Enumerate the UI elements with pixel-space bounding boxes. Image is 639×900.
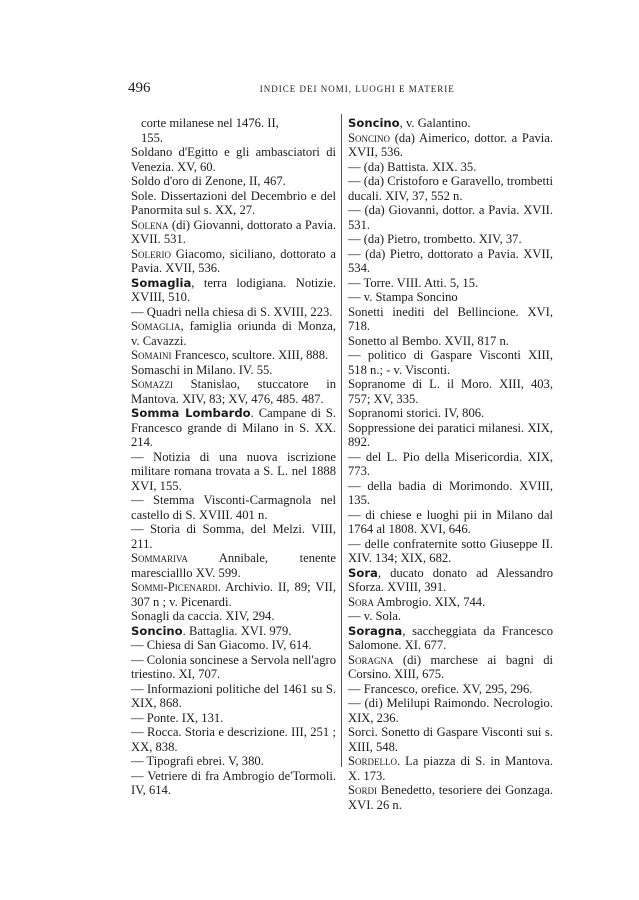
index-entry xyxy=(348,247,553,276)
entry-text: , famiglia oriunda di Monza, v. Cavazzi. xyxy=(131,319,336,348)
entry-text: Sonetti inediti del Bellincione. XVI, 718. xyxy=(348,304,553,333)
index-entry xyxy=(348,131,553,160)
left-column xyxy=(131,116,336,798)
index-entry xyxy=(348,537,553,566)
entry-headword: Somma Lombardo xyxy=(131,406,251,420)
entry-text: . Battaglia. XVI. 979. xyxy=(182,623,292,638)
entry-text: Annibale, tenente marescialllo XV. 599. xyxy=(131,551,336,580)
entry-text: . Campane di S. Francesco grande di Milano in S. XX. 214. xyxy=(131,406,337,449)
entry-text: Soppressione dei paratici milanesi. XIX, 892. xyxy=(348,420,553,449)
entry-text: — Francesco, orefice. XV, 295, 296. xyxy=(348,681,533,696)
index-entry xyxy=(131,653,336,682)
entry-text: . La piazza di S. in Mantova. X. 173. xyxy=(348,754,553,783)
entry-headword: Soragna xyxy=(348,652,394,667)
entry-text: — Chiesa di San Giacomo. IV, 614. xyxy=(131,638,312,652)
entry-text: (da) Aimerico, dottor. a Pavia. XVII, 536. xyxy=(348,130,553,159)
index-entry xyxy=(131,522,336,551)
index-entry xyxy=(131,725,336,754)
entry-text: , saccheggiata da Francesco Salomone. XI. 677. xyxy=(348,623,553,652)
entry-text: Ambrogio. XIX, 744. xyxy=(374,594,486,609)
index-entry xyxy=(348,116,553,131)
entry-headword: Sora xyxy=(348,565,378,580)
entry-text: — Informazioni politiche del 1461 su S. XIX, 868. xyxy=(131,681,336,710)
index-entry xyxy=(131,116,336,131)
entry-text: Sorci. Sonetto di Gaspare Visconti sui s. XIII, 548. xyxy=(348,725,553,754)
entry-text: — v. Sola. xyxy=(348,609,402,623)
entry-text: — Tipografi ebrei. V, 380. xyxy=(131,754,264,768)
entry-text: Soldano d'Egitto e gli ambasciatori di Venezia. XV, 60. xyxy=(131,145,336,174)
entry-text: , terra lodigiana. Notizie. XVIII, 510. xyxy=(131,275,336,304)
index-entry xyxy=(348,276,553,291)
entry-text: Sopranome di L. il Moro. XIII, 403, 757; XV, 335. xyxy=(348,377,553,406)
entry-headword: Soragna xyxy=(348,623,403,638)
index-entry xyxy=(348,653,553,682)
index-entry xyxy=(131,580,336,609)
index-entry xyxy=(131,493,336,522)
entry-headword: Sora xyxy=(348,594,375,609)
entry-text: Sonagli da caccia. XIV, 294. xyxy=(131,609,275,623)
index-entry xyxy=(131,638,336,653)
entry-headword: Somaglia xyxy=(131,275,192,290)
index-entry xyxy=(348,595,553,610)
index-entry xyxy=(131,305,336,320)
column-divider xyxy=(341,114,342,767)
index-entry xyxy=(348,232,553,247)
index-entry xyxy=(348,450,553,479)
entry-text: — (da) Pietro, trombetto. XIV, 37. xyxy=(348,232,522,246)
entry-text: — Notizia di una nuova iscrizione militare romana trovata a S. L. nel 1888 XVI, 155. xyxy=(131,449,336,493)
entry-text: — Quadri nella chiesa di S. XVIII, 223. xyxy=(131,304,333,319)
entry-headword: Soncino xyxy=(131,623,183,638)
index-entry xyxy=(348,160,553,175)
page-number: 496 xyxy=(128,80,151,96)
index-entry xyxy=(348,406,553,421)
entry-text: — Vetriere di fra Ambrogio de'Tormoli. IV, 614. xyxy=(131,768,336,797)
index-entry xyxy=(131,319,336,348)
index-entry xyxy=(131,609,336,624)
page-header xyxy=(128,80,550,100)
index-entry xyxy=(348,783,553,812)
entry-headword: Somazzi xyxy=(131,377,173,391)
entry-headword: Somaini xyxy=(131,348,172,362)
index-entry xyxy=(131,145,336,174)
index-entry xyxy=(131,247,336,276)
index-entry xyxy=(131,377,336,406)
index-entry xyxy=(348,174,553,203)
index-entry xyxy=(131,174,336,189)
index-entry xyxy=(348,290,553,305)
entry-text: Giacomo, siciliano, dottorato a Pavia. XVII, 536. xyxy=(131,246,336,275)
entry-text: — politico di Gaspare Visconti XIII, 518 n.; - v. Visconti. xyxy=(348,348,553,377)
index-entry xyxy=(348,682,553,697)
index-entry xyxy=(131,754,336,769)
index-entry xyxy=(348,696,553,725)
entry-text: (di) marchese ai bagni di Corsino. XIII, 675. xyxy=(348,652,553,681)
entry-text: — della badia di Morimondo. XVIII, 135. xyxy=(348,478,553,507)
index-entry xyxy=(131,363,336,378)
entry-text: — Rocca. Storia e descrizione. III, 251 ; XX, 838. xyxy=(131,725,336,754)
index-entry xyxy=(348,479,553,508)
entry-text: — (da) Pietro, dottorato a Pavia. XVII, 534. xyxy=(348,246,553,275)
entry-text: . Archivio. II, 89; VII, 307 n ; v. Picenardi. xyxy=(131,580,336,609)
entry-text: — di chiese e luoghi pii in Milano dal 1764 al 1808. XVI, 646. xyxy=(348,507,553,536)
index-entry xyxy=(348,377,553,406)
entry-headword: Sordi xyxy=(348,783,378,797)
index-entry xyxy=(131,348,336,363)
entry-headword: Solena xyxy=(131,217,169,232)
entry-headword: Sommariva xyxy=(131,551,188,565)
index-entry xyxy=(131,682,336,711)
entry-text: — (di) Melilupi Raimondo. Necrologio. XIX, 236. xyxy=(348,696,553,725)
entry-text: , v. Galantino. xyxy=(399,116,471,130)
index-entry xyxy=(348,754,553,783)
index-entry xyxy=(348,725,553,754)
entry-text: Stanislao, stuccatore in Mantova. XIV, 83; XV, 476, 485. 487. xyxy=(131,377,336,406)
index-entry xyxy=(131,131,336,146)
entry-text: — Torre. VIII. Atti. 5, 15. xyxy=(348,275,479,290)
right-column xyxy=(348,116,553,812)
entry-text: — delle confraternite sotto Giuseppe II. XIV. 134; XIX, 682. xyxy=(348,536,553,565)
entry-text: — (da) Cristoforo e Garavello, trombetti ducali. XIV, 37, 552 n. xyxy=(348,174,553,203)
index-entry xyxy=(348,566,553,595)
entry-text: Soldo d'oro di Zenone, II, 467. xyxy=(131,174,286,188)
entry-text: 155. xyxy=(141,130,164,145)
running-title: INDICE DEI NOMI, LUOGHI E MATERIE xyxy=(259,84,455,94)
entry-text: — Ponte. IX, 131. xyxy=(131,710,224,725)
index-entry xyxy=(131,711,336,726)
index-entry xyxy=(348,334,553,349)
entry-headword: Solerio xyxy=(131,246,171,261)
entry-headword: Soncino xyxy=(348,130,391,145)
index-entry xyxy=(131,406,336,450)
index-entry xyxy=(348,421,553,450)
entry-text: , ducato donato ad Alessandro Sforza. XVIII, 391. xyxy=(348,565,553,594)
entry-text: — (da) Battista. XIX. 35. xyxy=(348,159,477,174)
entry-text: — v. Stampa Soncino xyxy=(348,290,458,304)
index-entry xyxy=(131,276,336,305)
entry-text: Francesco, scultore. XIII, 888. xyxy=(171,348,329,362)
entry-headword: Sommi-Picenardi xyxy=(131,580,218,594)
entry-text: — Stemma Visconti-Carmagnola nel castello di S. XVIII. 401 n. xyxy=(131,493,336,522)
entry-headword: Sordello xyxy=(348,754,397,768)
index-entry xyxy=(348,348,553,377)
entry-text: Sole. Dissertazioni del Decembrio e del Panormita sul s. XX, 27. xyxy=(131,188,336,217)
index-entry xyxy=(348,305,553,334)
entry-text: Somaschi in Milano. IV. 55. xyxy=(131,362,273,377)
index-entry xyxy=(131,450,336,494)
entry-text: — Storia di Somma, del Melzi. VIII, 211. xyxy=(131,522,336,551)
entry-text: — (da) Giovanni, dottor. a Pavia. XVII. 531. xyxy=(348,203,553,232)
entry-text: Sopranomi storici. IV, 806. xyxy=(348,406,485,420)
entry-text: — Colonia soncinese a Servola nell'agro triestino. XI, 707. xyxy=(131,652,336,681)
index-entry xyxy=(348,609,553,624)
entry-headword: Somaglia xyxy=(131,319,181,333)
index-entry xyxy=(348,624,553,653)
entry-text: Sonetto al Bembo. XVII, 817 n. xyxy=(348,333,509,348)
index-entry xyxy=(131,218,336,247)
entry-text: corte milanese nel 1476. II, xyxy=(141,116,279,130)
index-entry xyxy=(131,551,336,580)
entry-text: — del L. Pio della Misericordia. XIX, 773. xyxy=(348,449,553,478)
entry-text: Benedetto, tesoriere dei Gonzaga. XVI. 26 n. xyxy=(348,783,553,812)
entry-text: (di) Giovanni, dottorato a Pavia. XVII. 531. xyxy=(131,217,336,246)
index-entry xyxy=(348,508,553,537)
index-entry xyxy=(131,624,336,639)
index-entry xyxy=(131,769,336,798)
index-entry xyxy=(348,203,553,232)
entry-headword: Soncino xyxy=(348,116,400,130)
index-entry xyxy=(131,189,336,218)
